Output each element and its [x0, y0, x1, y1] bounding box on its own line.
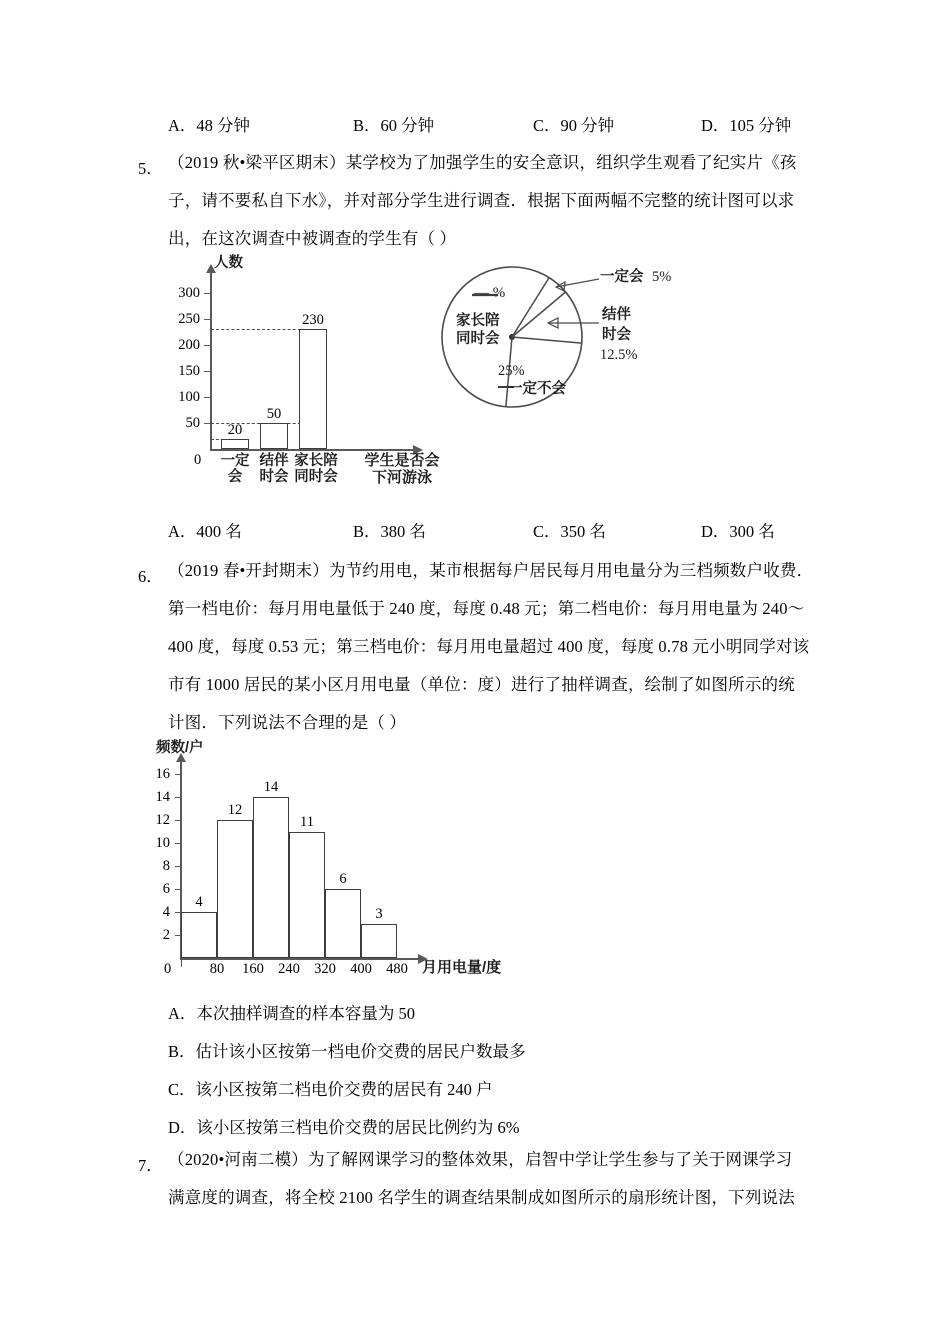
pie-certain-not-label: 一定不会	[508, 381, 566, 397]
q5-option-d	[701, 518, 775, 542]
hist-y-tick-16	[175, 774, 181, 775]
option-a	[168, 112, 353, 136]
option-d	[701, 112, 791, 136]
pie-callout-together-line2: 时会	[602, 327, 631, 343]
hist-bar-value-2: 14	[263, 779, 279, 795]
question6-line-4: 市有 1000 居民的某小区月用电量（单位：度）进行了抽样调查，绘制了如图所示的统	[168, 675, 795, 694]
origin-label: 0	[194, 452, 202, 468]
hist-x-tick-label-480: 480	[386, 961, 408, 977]
hist-y-axis-title: 频数/户	[156, 740, 204, 756]
question6-line-3: 400 度，每度 0.53 元；第三档电价：每月用电量超过 400 度，每度 0.78 元小明同学对该	[168, 637, 810, 656]
bar-value-1: 50	[266, 406, 282, 422]
option-d-text: 105 分钟	[729, 116, 792, 135]
bar-value-0: 20	[227, 422, 243, 438]
pie-callout-sure-label: 一定会	[600, 269, 644, 285]
hist-bar-value-4: 6	[339, 871, 347, 887]
y-tick-label-50: 50	[185, 415, 200, 431]
pie-callout-together-line1: 结伴	[602, 307, 631, 323]
hist-bar-0	[181, 912, 217, 958]
q5-option-b	[353, 518, 533, 542]
hist-y-tick-12	[175, 820, 181, 821]
hist-y-tick-label-8: 8	[162, 858, 170, 874]
hist-origin-label: 0	[164, 961, 172, 977]
bar-value-2: 230	[302, 312, 324, 328]
question5-line-2: 子，请不要私自下水》，并对部分学生进行调查．根据下面两幅不完整的统计图可以求	[168, 191, 795, 210]
bar-category-label-2	[288, 453, 344, 485]
option-b-key: B．	[353, 116, 381, 135]
q5-option-c-key: C．	[533, 522, 561, 541]
pie-certain-not-percent: 25%	[498, 363, 525, 379]
hist-bar-1	[217, 820, 253, 958]
q6-option-a-key: A．	[168, 1004, 197, 1023]
hist-bar-value-0: 4	[195, 894, 203, 910]
hist-x-tick-label-80: 80	[209, 961, 225, 977]
question6-histogram	[150, 740, 510, 990]
y-tick-50	[204, 423, 210, 424]
y-tick-250	[204, 319, 210, 320]
question4-options-row	[168, 112, 868, 136]
y-tick-150	[204, 371, 210, 372]
q6-option-d-text: 该小区按第三档电价交费的居民比例约为 6%	[196, 1118, 520, 1137]
y-tick-300	[204, 293, 210, 294]
guide-line-230	[211, 329, 311, 330]
question6-line-2: 第一档电价：每月用电量低于 240 度，每度 0.48 元；第二档电价：每月用电量为 240～	[168, 599, 805, 618]
q6-option-c	[168, 1076, 493, 1100]
bar-category-0	[221, 439, 249, 449]
question5-number: 5．	[138, 159, 163, 178]
hist-x-tick-0	[181, 959, 182, 967]
bar-category-label-2-line1: 家长陪	[294, 453, 338, 469]
question6-line-5: 计图．下列说法不合理的是（ ）	[168, 713, 407, 732]
hist-x-tick-label-240: 240	[278, 961, 300, 977]
q6-option-c-key: C．	[168, 1080, 196, 1099]
y-axis-title: 人数	[214, 255, 243, 271]
question6-line-1: （2019 春•开封期末）为节约用电，某市根据每户居民每月用电量分为三档频数户收费．	[168, 561, 814, 580]
q5-option-d-text: 300 名	[729, 522, 775, 541]
hist-y-tick-14	[175, 797, 181, 798]
q5-option-a	[168, 518, 353, 542]
y-tick-label-150: 150	[178, 363, 200, 379]
option-b-text: 60 分钟	[380, 116, 435, 135]
hist-bar-5	[361, 924, 397, 958]
x-axis-title-line2: 下河游泳	[371, 468, 432, 486]
option-c-text: 90 分钟	[560, 116, 615, 135]
q6-option-a-text: 本次抽样调查的样本容量为 50	[196, 1004, 416, 1023]
option-c	[533, 112, 701, 136]
x-axis-title	[352, 453, 452, 487]
hist-y-tick-label-16: 16	[155, 766, 170, 782]
y-tick-label-200: 200	[178, 337, 200, 353]
q5-option-a-text: 400 名	[196, 522, 242, 541]
option-a-key: A．	[168, 116, 197, 135]
y-tick-200	[204, 345, 210, 346]
pie-callout-together-percent: 12.5%	[600, 347, 638, 363]
q6-option-b-key: B．	[168, 1042, 196, 1061]
hist-y-tick-label-2: 2	[162, 927, 170, 943]
pie-label-parent-line2: 同时会	[456, 331, 500, 347]
pie-unknown-percent: — %	[474, 285, 506, 301]
hist-y-tick-label-10: 10	[155, 835, 170, 851]
y-tick-label-100: 100	[178, 389, 200, 405]
bar-category-label-0-line1: 一定	[220, 453, 250, 469]
q5-option-d-key: D．	[701, 522, 730, 541]
hist-y-tick-8	[175, 866, 181, 867]
option-d-key: D．	[701, 116, 730, 135]
question7-number: 7．	[138, 1156, 163, 1175]
q6-option-d-key: D．	[168, 1118, 197, 1137]
bar-category-2	[299, 329, 327, 449]
bar-category-label-0-line2: 会	[227, 469, 243, 486]
bar-category-label-1-line1: 结伴	[259, 453, 289, 469]
bar-category-label-2-line2: 同时会	[294, 469, 338, 486]
hist-bar-value-3: 11	[300, 814, 314, 830]
hist-bar-4	[325, 889, 361, 958]
x-axis	[210, 449, 415, 451]
q5-option-b-key: B．	[353, 522, 381, 541]
hist-x-axis-title: 月用电量/度	[422, 959, 502, 976]
q6-option-b-text: 估计该小区按第一档电价交费的居民户数最多	[195, 1042, 526, 1061]
question5-pie-chart	[436, 265, 766, 415]
option-c-key: C．	[533, 116, 561, 135]
q6-option-b	[168, 1038, 526, 1062]
pie-callout-sure-percent: 5%	[652, 269, 672, 285]
hist-bar-3	[289, 832, 325, 958]
hist-y-axis-arrow-icon	[176, 753, 186, 762]
question7-line-1: （2020•河南二模）为了解网课学习的整体效果，启智中学让学生参与了关于网课学习	[168, 1150, 793, 1169]
hist-x-tick-label-400: 400	[350, 961, 372, 977]
option-b	[353, 112, 533, 136]
pie-label-parent-line1: 家长陪	[456, 313, 500, 329]
hist-y-tick-label-12: 12	[155, 812, 170, 828]
q5-option-b-text: 380 名	[380, 522, 426, 541]
hist-x-axis	[180, 958, 420, 960]
q5-option-c	[533, 518, 701, 542]
hist-y-tick-label-4: 4	[162, 904, 170, 920]
bar-category-1	[260, 423, 288, 449]
q6-option-a	[168, 1000, 415, 1024]
question5-bar-chart	[170, 255, 460, 495]
question5-options-row	[168, 518, 868, 542]
q5-option-c-text: 350 名	[560, 522, 606, 541]
hist-bar-2	[253, 797, 289, 958]
x-axis-title-line1: 学生是否会	[364, 452, 440, 469]
hist-bar-value-1: 12	[227, 802, 243, 818]
hist-bar-value-5: 3	[375, 906, 383, 922]
bar-category-label-1-line2: 时会	[259, 469, 289, 486]
hist-x-tick-label-160: 160	[242, 961, 264, 977]
q6-option-c-text: 该小区按第二档电价交费的居民有 240 户	[195, 1080, 493, 1099]
question5-line-3: 出，在这次调查中被调查的学生有（ ）	[168, 229, 457, 248]
q6-option-d	[168, 1114, 520, 1138]
hist-y-tick-6	[175, 889, 181, 890]
option-a-text: 48 分钟	[196, 116, 251, 135]
hist-y-tick-10	[175, 843, 181, 844]
hist-x-tick-label-320: 320	[314, 961, 336, 977]
y-tick-100	[204, 397, 210, 398]
y-tick-label-250: 250	[178, 311, 200, 327]
question5-line-1: （2019 秋•梁平区期末）某学校为了加强学生的安全意识，组织学生观看了纪实片《孩	[168, 153, 797, 172]
hist-y-tick-label-6: 6	[162, 881, 170, 897]
hist-y-tick-label-14: 14	[155, 789, 170, 805]
q5-option-a-key: A．	[168, 522, 197, 541]
question7-line-2: 满意度的调查，将全校 2100 名学生的调查结果制成如图所示的扇形统计图，下列说法	[168, 1188, 795, 1207]
question6-number: 6．	[138, 567, 163, 586]
y-tick-label-300: 300	[178, 285, 200, 301]
